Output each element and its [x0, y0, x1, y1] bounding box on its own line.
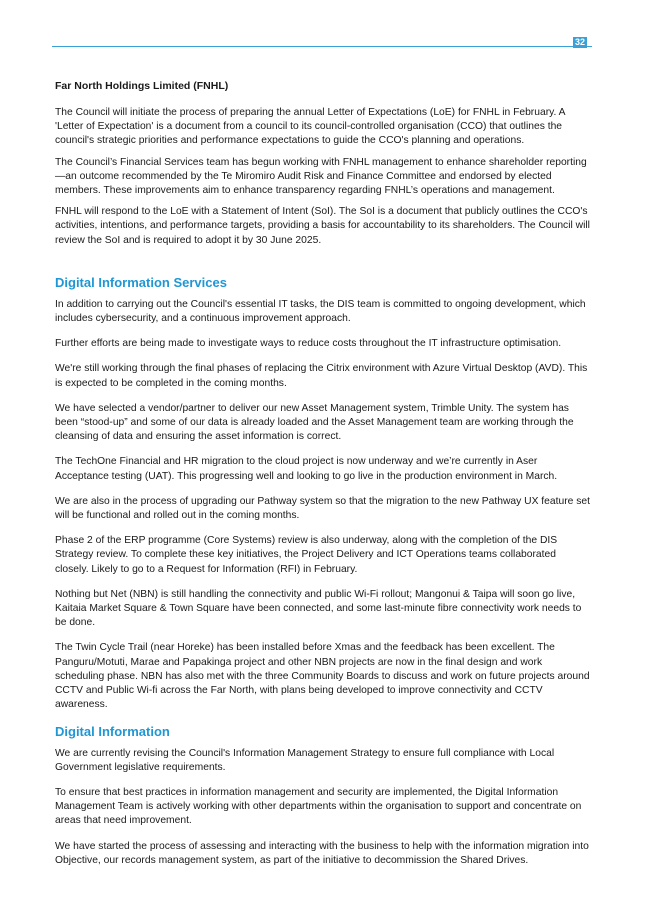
- header-rule: [52, 46, 592, 47]
- di-heading: Digital Information: [55, 723, 170, 739]
- di-paragraph: We are currently revising the Council's Information Management Strategy to ensure full compliance with Local Government legislative requirements.: [55, 747, 555, 773]
- dis-paragraph: We're still working through the final phases of replacing the Citrix environment with Azure Virtual Desktop (AVD). This is expected to be completed in the coming months.: [55, 363, 588, 389]
- di-paragraph: We have started the process of assessing and interacting with the business to help with the information migration into Objective, our records management system, as part of the initiative to decommission the Shared Drives.: [55, 840, 589, 866]
- fnhl-title: Far North Holdings Limited (FNHL): [55, 80, 229, 92]
- dis-paragraph: Phase 2 of the ERP programme (Core Systems) review is also underway, along with the completion of the DIS Strategy review. To complete these key initiatives, the Project Delivery and ICT Operations teams collaborated closely. Likely to go to a Request for Information (RFI) in February.: [55, 535, 558, 575]
- dis-heading: Digital Information Services: [55, 274, 227, 290]
- page-number: 32: [575, 37, 586, 47]
- dis-paragraph: We are also in the process of upgrading our Pathway system so that the migration to the new Pathway UX feature set will be functional and rolled out in the coming months.: [55, 495, 590, 522]
- dis-paragraph: Further efforts are being made to investigate ways to reduce costs throughout the IT infrastructure optimisation.: [55, 338, 562, 350]
- page-content: [55, 80, 590, 879]
- di-paragraph: To ensure that best practices in information management and security are implemented, the Digital Information Management Team is actively working with other departments within the organisation to support and concentrate on areas that need improvement.: [55, 786, 582, 827]
- dis-paragraph: In addition to carrying out the Council's essential IT tasks, the DIS team is committed to ongoing development, which includes cybersecurity, and a continuous improvement approach.: [55, 298, 586, 325]
- fnhl-section: [55, 80, 590, 248]
- fnhl-paragraph: FNHL will respond to the LoE with a Statement of Intent (SoI). The SoI is a document that publicly outlines the CCO's activities, intentions, and performance targets, providing a basis for accountability to its shareholders. The Council will review the SoI and is required to adopt it by 30 June 2025.: [55, 206, 590, 246]
- dis-section: [55, 275, 590, 713]
- dis-paragraph: The TechOne Financial and HR migration to the cloud project is now underway and we’re currently in Aser Acceptance testing (UAT). This progressing well and looking to go live in the production environment in March.: [55, 456, 558, 482]
- fnhl-paragraph: The Council’s Financial Services team has begun working with FNHL management to enhance shareholder reporting—an outcome recommended by the Te Miromiro Audit Risk and Finance Committee and endorsed by elected members. These improvements aim to enhance transparency regarding FNHL’s operations and management.: [55, 156, 587, 197]
- dis-paragraph: The Twin Cycle Trail (near Horeke) has been installed before Xmas and the feedback has been excellent. The Panguru/Motuti, Marae and Papakinga project and other NBN projects are now in the final design and work scheduling phase. NBN has also met with the three Community Boards to discuss and work on future projects around CCTV and Public Wi-fi across the Far North, with plans being developed to improve connectivity and CCTV awareness.: [55, 642, 590, 711]
- fnhl-paragraph: The Council will initiate the process of preparing the annual Letter of Expectations (LoE) for FNHL in February. A 'Letter of Expectation' is a document from a council to its council-controlled organisation (CCO) that outlines the council's strategic priorities and performance expectations to guide the CCO's planning and operations.: [55, 107, 565, 147]
- dis-paragraph: We have selected a vendor/partner to deliver our new Asset Management system, Trimble Unity. The system has been “stood-up” and some of our data is already loaded and the Asset Management team are working through the cleansing of data and ensuring the asset information is correct.: [55, 402, 574, 443]
- di-section: [55, 724, 590, 868]
- dis-paragraph: Nothing but Net (NBN) is still handling the connectivity and public Wi-Fi rollout; Mangonui & Taipa will soon go live, Kaitaia Market Square & Town Square have been connected, and some last-minute fibre connectivity work needs to be done.: [55, 588, 582, 629]
